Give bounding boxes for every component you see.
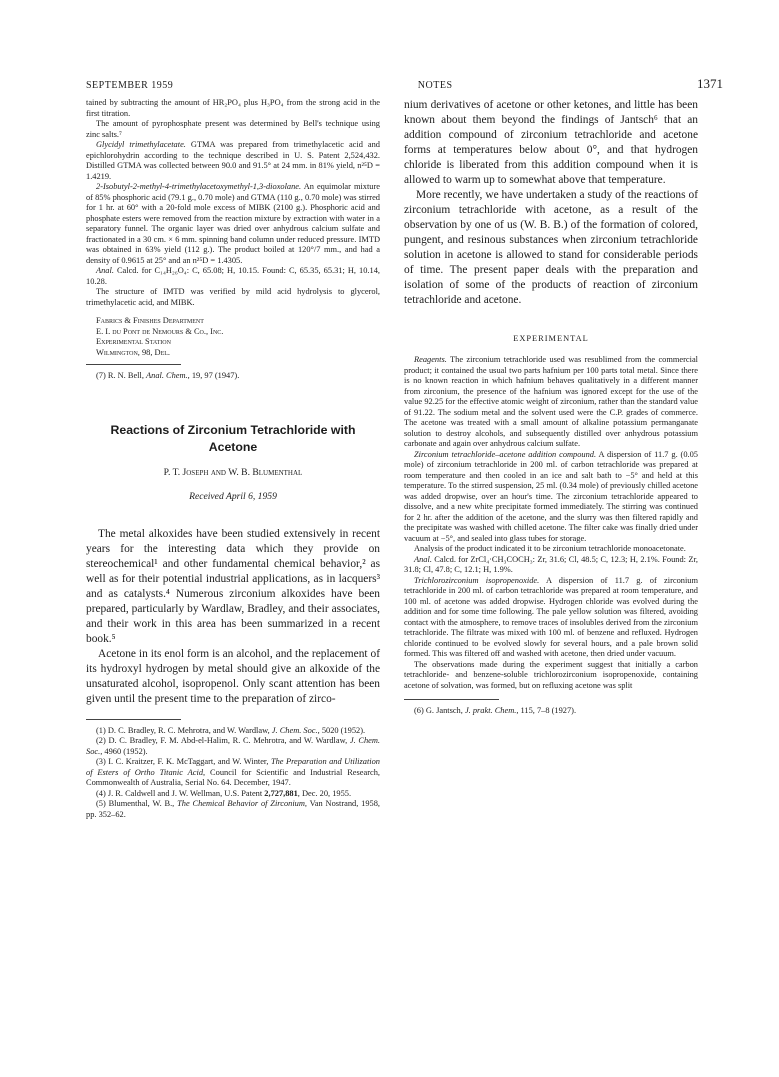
paragraph: The observations made during the experiment suggest that initially a carbon tetrachloride- and benzene-soluble trichlorozirconium isopropenoxide, containing acetone of solvation, was formed, but on refluxing acetone was split [404, 659, 698, 690]
footnote [86, 736, 380, 757]
footnote-text: (4) J. R. Caldwell and J. W. Wellman, U.S. Patent [96, 788, 265, 798]
footnote-text: (2) D. C. Bradley, F. M. Abd-el-Halim, R. C. Mehrotra, and W. Wardlaw, [96, 736, 350, 745]
paragraph-heading: 2-Isobutyl-2-methyl-4-trimethylacetoxymethyl-1,3-dioxolane. [96, 182, 302, 191]
paragraph [86, 266, 380, 287]
paragraph-body: A dispersion of 11.7 g. (0.05 mole) of zirconium tetrachloride in 200 ml. of carbon tetrachloride was prepared at room temperature and then cooled in an ice and salt bath to −5° and held at this temperature. To the stirred suspension, 25 ml. (0.34 mole) of previously chilled acetone was added dropwise, over an hour's time. The zirconium tetrachloride appeared to dissolve, and a new white precipitate formed immediately. The stirring was continued for 2 hr. after the addition of the acetone, and the slurry was then filtered rapidly and the precipitate was washed with chilled acetone. The filter cake was finally dried under vacuum at −5°, and sealed into glass tubes for storage. [404, 449, 698, 543]
paragraph: tained by subtracting the amount of HR₂PO₄ plus H₃PO₄ from the strong acid in the first titration. [86, 98, 380, 118]
affiliation-line: Experimental Station [96, 337, 171, 346]
footnote [86, 371, 380, 382]
footnote [86, 799, 380, 820]
footnote-text: (7) R. N. Bell, [96, 371, 147, 380]
footnote-rule [404, 699, 499, 700]
paragraph-heading: Glycidyl trimethylacetate. [96, 140, 186, 149]
paragraph: The structure of IMTD was verified by mild acid hydrolysis to glycerol, trimethylacetic acid, and MIBK. [86, 287, 380, 307]
paragraph: The metal alkoxides have been studied extensively in recent years for the interesting data which they provide on stereochemical¹ and other fundamental chemical behavior,² as well as for their potential industrial applications, as in lacquers³ and as catalysts.⁴ Numerous zirconium alkoxides have been prepared, particularly by Wardlaw, Bradley, and their associates, and their work in this area has been summarized in a recent book.⁵ [86, 527, 380, 645]
paragraph-body: An equimolar mixture of 85% phosphoric acid (79.1 g., 0.70 mole) and GTMA (110 g., 0.70 mole) was stirred for 1 hr. at 60° with a 20-fold mole excess of MIBK (2100 g.). Phosphoric acid and phosphate esters were removed from the reaction mixture by extraction with water in a separatory funnel. The organic layer was dried over anhydrous calcium sulfate and fractionated in a 30 cm. × 6 mm. spinning band column under reduced pressure. IMTD was obtained in 63% yield (112 g.). The product boiled at 120°/7 mm., and had a density of 0.9615 at 25° and an n²⁵D = 1.4305. [86, 182, 380, 265]
footnote-text: (6) G. Jantsch, [414, 706, 465, 715]
footnote-text: , 115, 7–8 (1927). [516, 706, 577, 715]
footnote-text: (1) D. C. Bradley, R. C. Mehrotra, and W. Wardlaw, [96, 725, 272, 735]
paragraph [404, 555, 698, 576]
footnote-journal: J. prakt. Chem. [464, 706, 517, 715]
paragraph [404, 355, 698, 450]
footnote-text: , Dec. 20, 1955. [297, 788, 352, 798]
affiliation-line: E. I. du Pont de Nemours & Co., Inc. [96, 326, 224, 336]
footnote-title: The Preparation and Utilization of Esters of Ortho Titanic Acid [86, 757, 380, 777]
footnote-rule [86, 364, 181, 365]
footnote-journal: J. Chem. Soc. [271, 725, 318, 735]
paragraph: The amount of pyrophosphate present was determined by Bell's technique using zinc salts.⁷ [86, 119, 380, 139]
paragraph-body: Calcd. for C₁₄H₂₆O₄: C, 65.08; H, 10.15. Found: C, 65.35, 65.31; H, 10.14, 10.28. [86, 266, 380, 286]
article-authors: P. T. Joseph and W. B. Blumenthal [163, 466, 303, 478]
paragraph-heading: Anal. [414, 554, 432, 564]
footnote [404, 706, 698, 717]
section-heading: EXPERIMENTAL [513, 334, 589, 343]
paragraph: nium derivatives of acetone or other ketones, and little has been known about them beyond the findings of Jantsch⁶ that an addition compound of zirconium tetrachloride and acetone forms at temperatures below about 0°, and that hydrogen chloride is liberated from this addition compound when it is allowed to warm up to somewhat above that temperature. [404, 99, 698, 186]
article-title: Reactions of Zirconium Tetrachloride with Acetone [110, 422, 356, 454]
header-date: SEPTEMBER 1959 [86, 80, 174, 91]
footnote-text: (5) Blumenthal, W. B., [96, 799, 178, 808]
running-header [86, 76, 723, 98]
paragraph [86, 182, 380, 266]
header-section: NOTES [417, 80, 453, 91]
paragraph-heading: Trichlorozirconium isopropenoxide. [414, 575, 540, 585]
paragraph-heading: Reagents. [414, 355, 447, 364]
paragraph-heading: Zirconium tetrachloride–acetone addition compound. [414, 449, 597, 459]
paragraph-body: The zirconium tetrachloride used was resublimed from the commercial product; it contained the usual two parts hafnium per 100 parts total metal. Since there is no known reaction in which hafnium behaves qualitatively in a different manner from zirconium, the presence of the hafnium was ignored except for the use of the value 92.25 for the effective atomic weight of zirconium, rather than the standard value of 91.22. The sodium metal and the solvent used were the C.P. grades of commerce. The acetone was treated with a small amount of alkaline potassium permanganate solution to destroy alcohols, and subsequently distilled over anhydrous potassium carbonate and again over anhydrous calcium sulfate. [404, 355, 698, 448]
paragraph-body: Calcd. for ZrCl₄·CH₃COCH₃: Zr, 31.6; Cl, 48.5; C, 12.3; H, 2.1%. Found: Zr, 31.8; Cl, 47.8; C, 12.1; H, 1.9%. [404, 554, 698, 574]
footnote [86, 726, 380, 737]
footnote-text: , Van Nostrand, 1958, pp. 352–62. [86, 799, 380, 819]
footnote-journal: J. Chem. Soc. [86, 736, 380, 756]
right-column [404, 98, 698, 717]
received-date: Received April 6, 1959 [189, 491, 277, 502]
footnote-journal: Anal. Chem. [146, 371, 188, 380]
paragraph [404, 576, 698, 660]
footnote-title: The Chemical Behavior of Zirconium [177, 799, 305, 808]
affiliation-line: Wilmington, 98, Del. [96, 347, 171, 357]
page-number: 1371 [697, 76, 723, 91]
footnote-text: , 4960 (1952). [100, 746, 148, 756]
affiliation-line: Fabrics & Finishes Department [96, 316, 204, 325]
paragraph-heading: Anal. [96, 266, 114, 275]
paragraph-body: A dispersion of 11.7 g. of zirconium tetrachloride in 200 ml. of carbon tetrachloride was prepared at room temperature, and 100 ml. of acetone was added dropwise. Hydrogen chloride was evolved during the addition and for some time following. The pale yellow solution was filtered, avoiding contact with the atmosphere, to remove traces of insolubles derived from the zirconium tetrachloride. The filtrate was mixed with 100 ml. of benzene and refluxed. Hydrogen chloride continued to be evolved slowly for several hours, and a pale brown solid formed. This was filtered off and washed with acetone, then dried under vacuum. [404, 575, 698, 658]
footnote-text: , Council for Scientific and Industrial Research, Commonwealth of Australia, Serial No. 64. December, 1947. [86, 767, 380, 787]
paragraph-body: GTMA was prepared from trimethylacetic acid and epichlorohydrin according to the technique described in U. S. Patent 2,524,432. Distilled GTMA was collected between 90.0 and 91.5° at 24 mm. in 81% yield, n²⁵D = 1.4219. [86, 140, 380, 181]
paragraph [404, 450, 698, 545]
footnote-text: (3) I. C. Kraitzer, F. K. McTaggart, and W. Winter, [96, 757, 271, 766]
paragraph [86, 140, 380, 182]
footnote-rule [86, 719, 181, 720]
paragraph: Acetone in its enol form is an alcohol, and the replacement of its hydroxyl hydrogen by metal should give an alkoxide of the unsaturated alcohol, isopropenol. Only scant attention has been given until the present time to the preparation of zirco- [86, 647, 380, 705]
left-column [86, 98, 380, 820]
footnote [86, 757, 380, 789]
paragraph: More recently, we have undertaken a study of the reactions of zirconium tetrachloride with acetone, as a result of the observation by one of us (W. B. B.) of the formation of colored, pungent, and resinous substances when zirconium tetrachloride solution in acetone is allowed to stand for considerable periods of time. The present paper deals with the preparation and isolation of some of the products of reaction of zirconium tetrachloride and acetone. [404, 189, 698, 306]
footnote-text: , 5020 (1952). [317, 725, 366, 735]
footnote [86, 789, 380, 800]
footnote-text: , 19, 97 (1947). [187, 371, 240, 380]
paragraph: Analysis of the product indicated it to be zirconium tetrachloride monoacetonate. [414, 544, 686, 553]
author-affiliation [86, 316, 380, 358]
patent-number: 2,727,881 [264, 788, 298, 798]
